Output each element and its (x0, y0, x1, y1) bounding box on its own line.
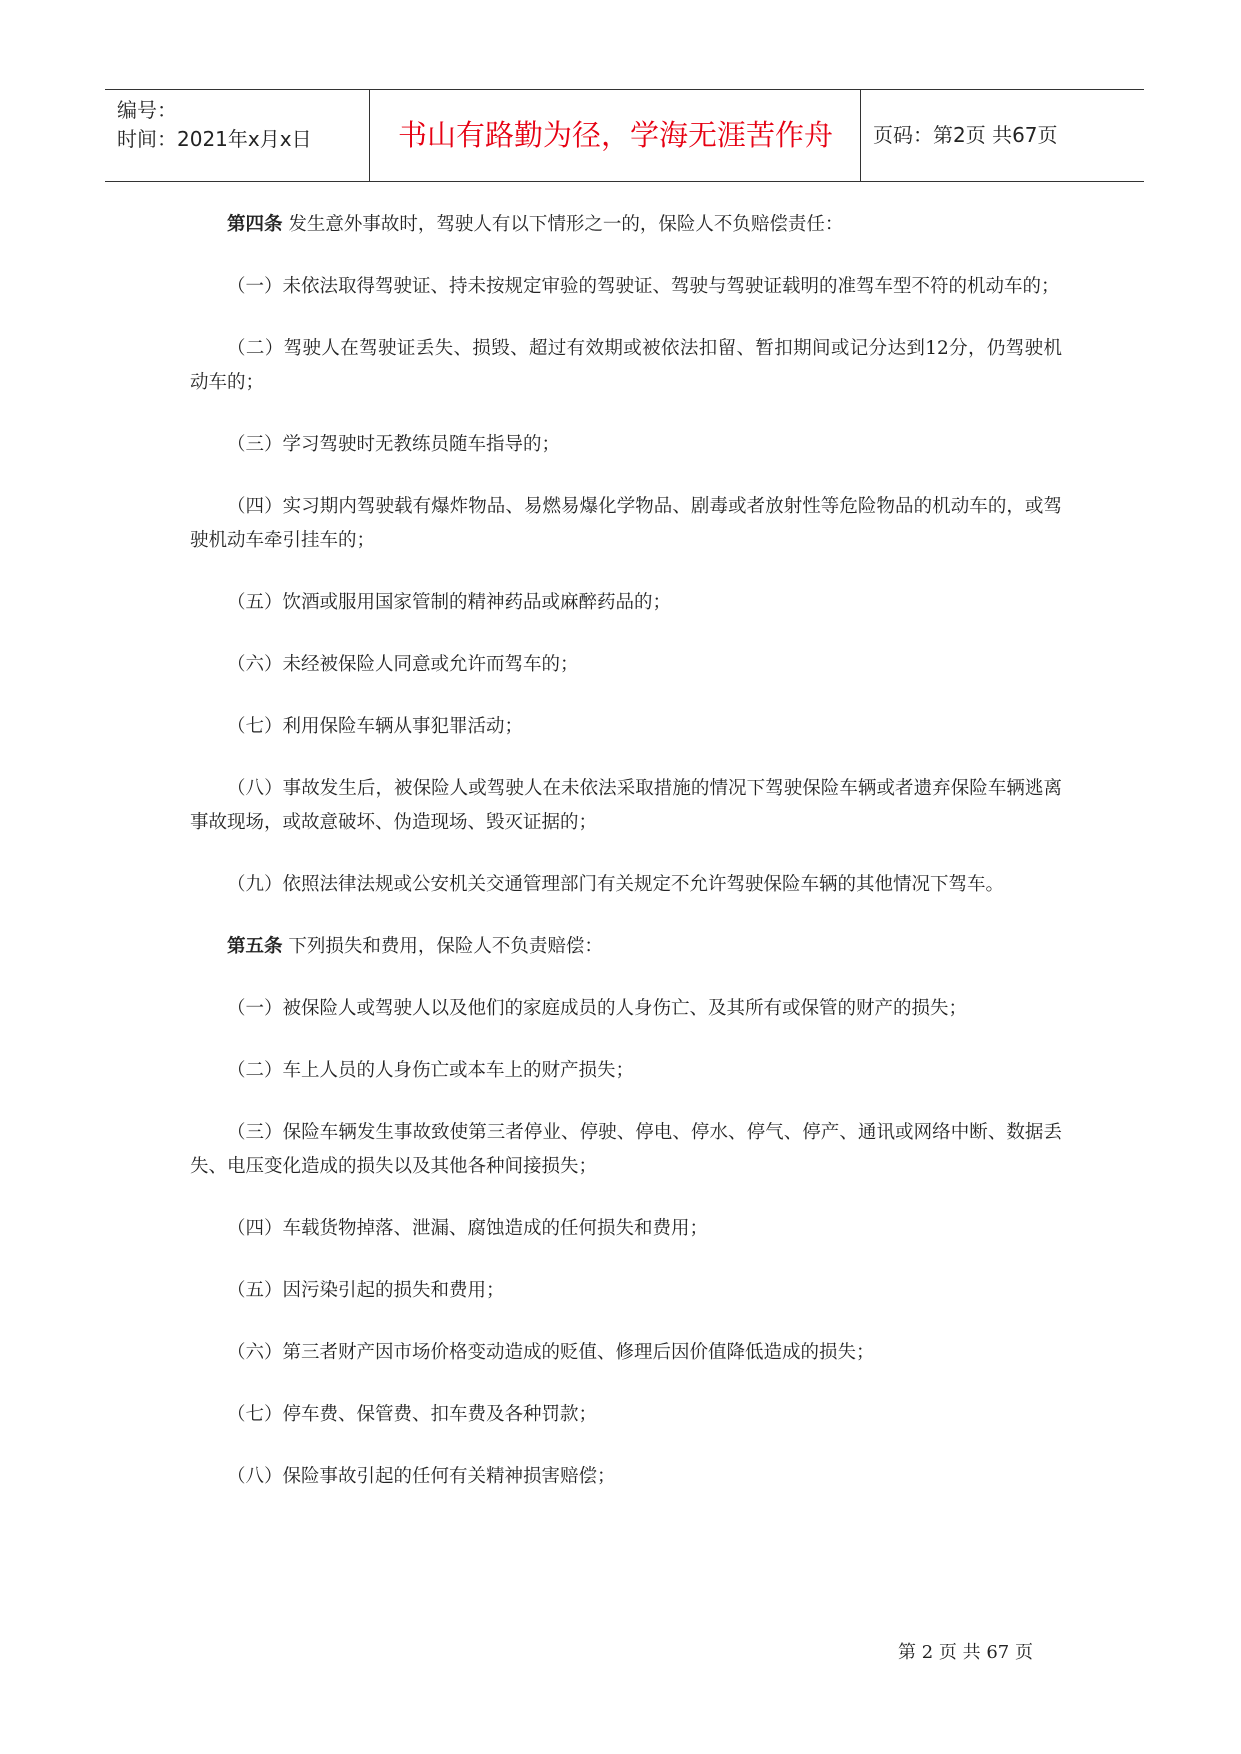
paragraph (190, 270, 1062, 304)
paragraph (190, 868, 1062, 902)
paragraph-text: （六）第三者财产因市场价格变动造成的贬值、修理后因价值降低造成的损失； (227, 1342, 875, 1363)
paragraph (190, 930, 1062, 964)
paragraph (190, 1116, 1062, 1184)
header-meta (117, 96, 367, 154)
paragraph-text: （四）车载货物掉落、泄漏、腐蚀造成的任何损失和费用； (227, 1218, 709, 1239)
paragraph-text: （三）学习驾驶时无教练员随车指导的； (227, 434, 561, 455)
paragraph-text: （五）饮酒或服用国家管制的精神药品或麻醉药品的； (227, 592, 672, 613)
paragraph-text: （三）保险车辆发生事故致使第三者停业、停驶、停电、停水、停气、停产、通讯或网络中断、数据丢失、电压变化造成的损失以及其他各种间接损失； (190, 1122, 1062, 1177)
document-body (190, 208, 1062, 1494)
paragraph (190, 772, 1062, 840)
paragraph-text: （七）停车费、保管费、扣车费及各种罚款； (227, 1404, 598, 1425)
paragraph-text: （一）未依法取得驾驶证、持未按规定审验的驾驶证、驾驶与驾驶证载明的准驾车型不符的机动车的； (227, 276, 1060, 297)
paragraph (190, 1054, 1062, 1088)
paragraph (190, 208, 1062, 242)
paragraph-text: （七）利用保险车辆从事犯罪活动； (227, 716, 524, 737)
header-divider (860, 90, 861, 181)
footer-page-number: 第 2 页 共 67 页 (898, 1642, 1033, 1663)
paragraph (190, 1398, 1062, 1432)
paragraph-text: （二）车上人员的人身伤亡或本车上的财产损失； (227, 1060, 635, 1081)
paragraph (190, 710, 1062, 744)
header-divider (369, 90, 370, 181)
article-label: 第四条 (227, 214, 283, 235)
paragraph (190, 648, 1062, 682)
paragraph-text: 下列损失和费用，保险人不负责赔偿： (282, 936, 603, 957)
paragraph (190, 1274, 1062, 1308)
paragraph (190, 490, 1062, 558)
paragraph-text: 发生意外事故时，驾驶人有以下情形之一的，保险人不负赔偿责任： (282, 214, 844, 235)
paragraph (190, 1212, 1062, 1246)
paragraph-text: （八）事故发生后，被保险人或驾驶人在未依法采取措施的情况下驾驶保险车辆或者遗弃保险车辆逃离事故现场，或故意破坏、伪造现场、毁灭证据的； (190, 778, 1062, 833)
paragraph (190, 428, 1062, 462)
header-motto: 书山有路勤为径，学海无涯苦作舟 (397, 118, 833, 152)
paragraph-text: （一）被保险人或驾驶人以及他们的家庭成员的人身伤亡、及其所有或保管的财产的损失； (227, 998, 968, 1019)
paragraph-text: （二）驾驶人在驾驶证丢失、损毁、超过有效期或被依法扣留、暂扣期间或记分达到12分，仍驾驶机动车的； (190, 338, 1062, 393)
article-label: 第五条 (227, 936, 283, 957)
paragraph (190, 332, 1062, 400)
paragraph-text: （八）保险事故引起的任何有关精神损害赔偿； (227, 1466, 616, 1487)
paragraph-text: （五）因污染引起的损失和费用； (227, 1280, 505, 1301)
paragraph (190, 992, 1062, 1026)
paragraph-text: （六）未经被保险人同意或允许而驾车的； (227, 654, 579, 675)
document-number-label: 编号： (117, 98, 177, 122)
paragraph (190, 1336, 1062, 1370)
page-header (105, 89, 1144, 182)
paragraph (190, 586, 1062, 620)
paragraph-text: （九）依照法律法规或公安机关交通管理部门有关规定不允许驾驶保险车辆的其他情况下驾车。 (227, 874, 1005, 895)
header-page-info: 页码：第2页 共67页 (873, 123, 1058, 147)
paragraph-text: （四）实习期内驾驶载有爆炸物品、易燃易爆化学物品、剧毒或者放射性等危险物品的机动车的，或驾驶机动车牵引挂车的； (190, 496, 1062, 551)
paragraph (190, 1460, 1062, 1494)
document-date-label: 时间：2021年x月x日 (117, 127, 312, 151)
